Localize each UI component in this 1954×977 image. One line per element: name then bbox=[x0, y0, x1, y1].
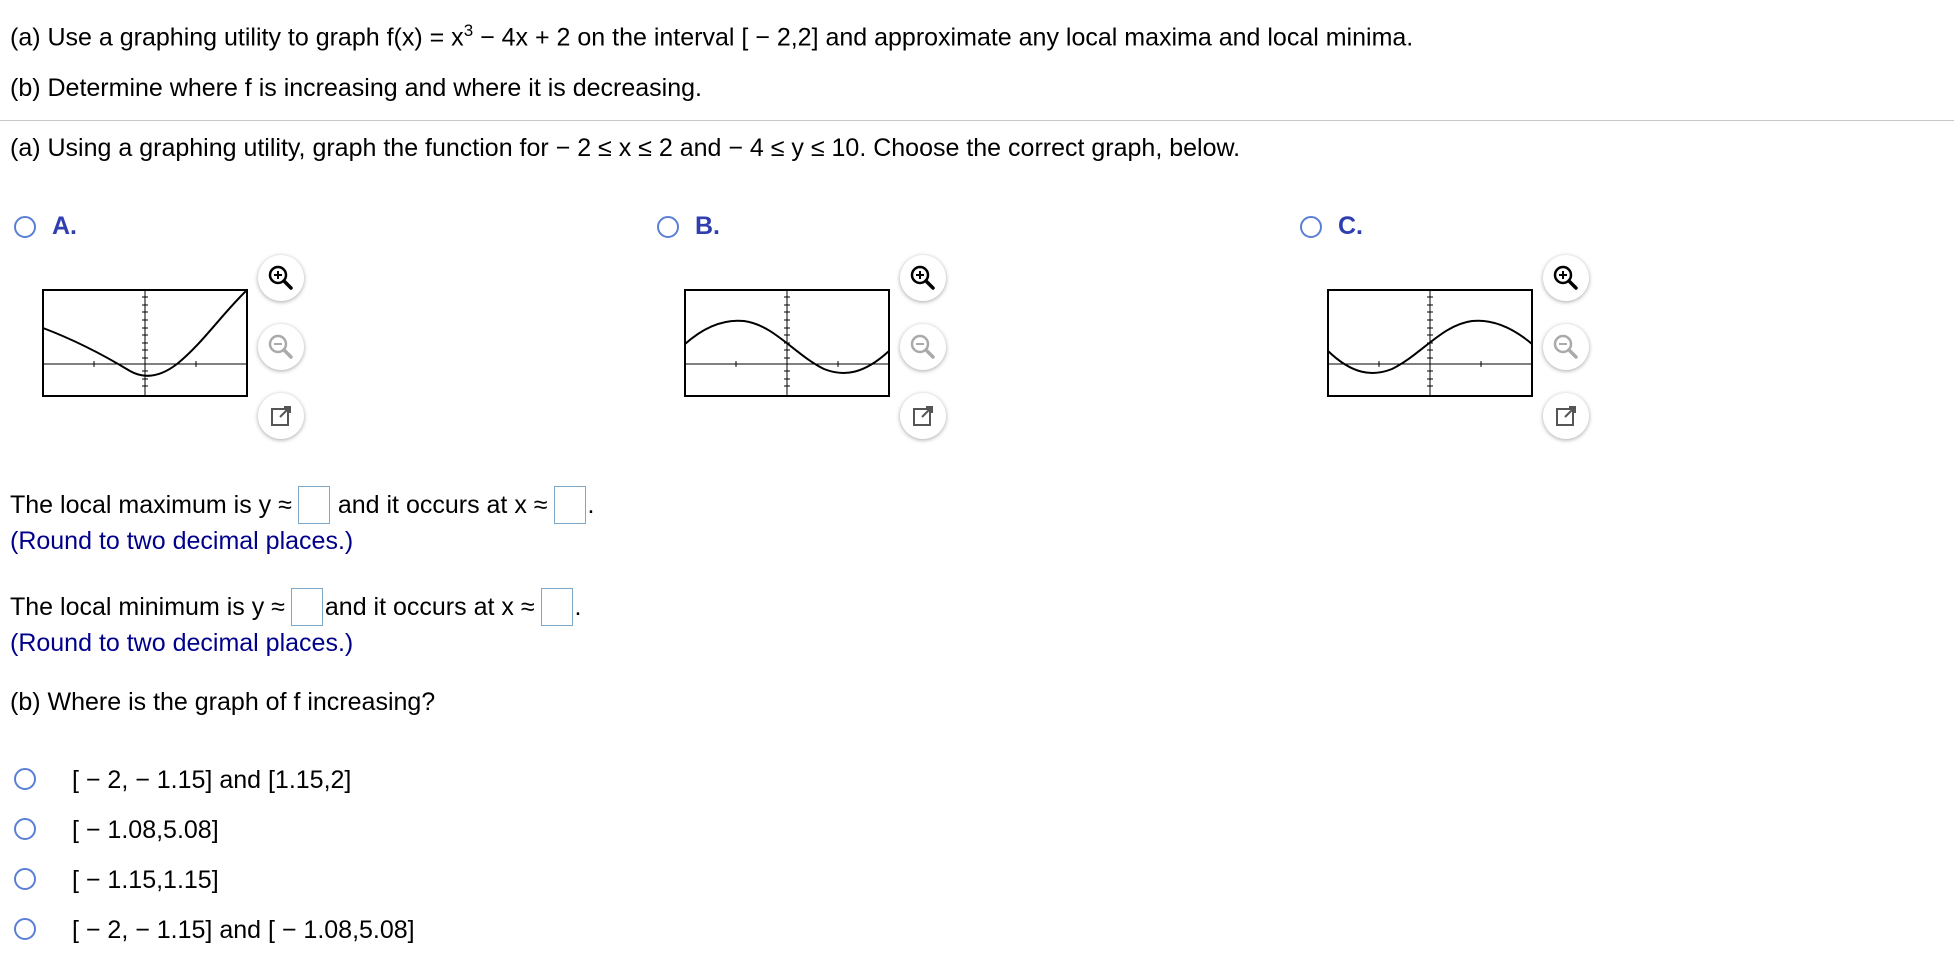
local-max-mid: and it occurs at x ≈ bbox=[337, 490, 548, 519]
zoom-out-button-b[interactable] bbox=[900, 324, 946, 370]
zoom-in-button-a[interactable] bbox=[258, 255, 304, 301]
divider bbox=[0, 120, 1954, 121]
problem-line-b: (b) Determine where f is increasing and where it is decreasing. bbox=[10, 74, 702, 102]
choice-c-label[interactable]: C. bbox=[1338, 212, 1363, 240]
local-max-hint: (Round to two decimal places.) bbox=[10, 527, 354, 555]
increasing-option-3-radio[interactable] bbox=[14, 868, 36, 890]
part-b-prompt: (b) Where is the graph of f increasing? bbox=[10, 688, 436, 716]
problem-line-a-rest: − 4x + 2 on the interval [ − 2,2] and approximate any local maxima and local minima. bbox=[473, 23, 1414, 52]
popout-button-a[interactable] bbox=[258, 393, 304, 439]
zoom-out-button-c[interactable] bbox=[1543, 324, 1589, 370]
zoom-in-button-b[interactable] bbox=[900, 255, 946, 301]
zoom-out-button-a[interactable] bbox=[258, 324, 304, 370]
choice-c-radio[interactable] bbox=[1300, 216, 1322, 238]
choice-b-label[interactable]: B. bbox=[695, 212, 720, 240]
choice-a-label[interactable]: A. bbox=[52, 212, 77, 240]
local-min-post: . bbox=[574, 592, 582, 621]
zoom-out-icon bbox=[900, 324, 946, 370]
popout-icon bbox=[1543, 393, 1589, 439]
local-max-post: . bbox=[587, 490, 595, 519]
zoom-in-icon bbox=[900, 255, 946, 301]
graph-a bbox=[42, 289, 248, 397]
graph-c bbox=[1327, 289, 1533, 397]
local-max-question bbox=[10, 486, 594, 524]
problem-line-a-text: (a) Use a graphing utility to graph f(x) = x bbox=[10, 23, 464, 52]
zoom-in-button-c[interactable] bbox=[1543, 255, 1589, 301]
zoom-in-icon bbox=[258, 255, 304, 301]
local-min-pre: The local minimum is y ≈ bbox=[10, 592, 285, 621]
zoom-in-icon bbox=[1543, 255, 1589, 301]
increasing-option-2-radio[interactable] bbox=[14, 818, 36, 840]
choice-a-radio[interactable] bbox=[14, 216, 36, 238]
popout-button-b[interactable] bbox=[900, 393, 946, 439]
part-a-prompt: (a) Using a graphing utility, graph the function for − 2 ≤ x ≤ 2 and − 4 ≤ y ≤ 10. Choose the correct graph, below. bbox=[10, 134, 1241, 162]
increasing-option-1-label[interactable]: [ − 2, − 1.15] and [1.15,2] bbox=[72, 766, 352, 794]
increasing-option-4-radio[interactable] bbox=[14, 918, 36, 940]
popout-button-c[interactable] bbox=[1543, 393, 1589, 439]
local-min-x-input[interactable] bbox=[541, 588, 573, 626]
graph-b bbox=[684, 289, 890, 397]
local-min-mid: and it occurs at x ≈ bbox=[324, 592, 535, 621]
local-max-x-input[interactable] bbox=[554, 486, 586, 524]
local-min-y-input[interactable] bbox=[291, 588, 323, 626]
local-max-y-input[interactable] bbox=[298, 486, 330, 524]
problem-line-a bbox=[10, 16, 1413, 52]
increasing-option-2-label[interactable]: [ − 1.08,5.08] bbox=[72, 816, 219, 844]
popout-icon bbox=[258, 393, 304, 439]
increasing-option-4-label[interactable]: [ − 2, − 1.15] and [ − 1.08,5.08] bbox=[72, 916, 415, 944]
choice-b-radio[interactable] bbox=[657, 216, 679, 238]
local-max-pre: The local maximum is y ≈ bbox=[10, 490, 292, 519]
exponent: 3 bbox=[463, 21, 474, 40]
zoom-out-icon bbox=[1543, 324, 1589, 370]
local-min-question bbox=[10, 588, 582, 626]
zoom-out-icon bbox=[258, 324, 304, 370]
increasing-option-3-label[interactable]: [ − 1.15,1.15] bbox=[72, 866, 219, 894]
increasing-option-1-radio[interactable] bbox=[14, 768, 36, 790]
local-min-hint: (Round to two decimal places.) bbox=[10, 629, 354, 657]
popout-icon bbox=[900, 393, 946, 439]
